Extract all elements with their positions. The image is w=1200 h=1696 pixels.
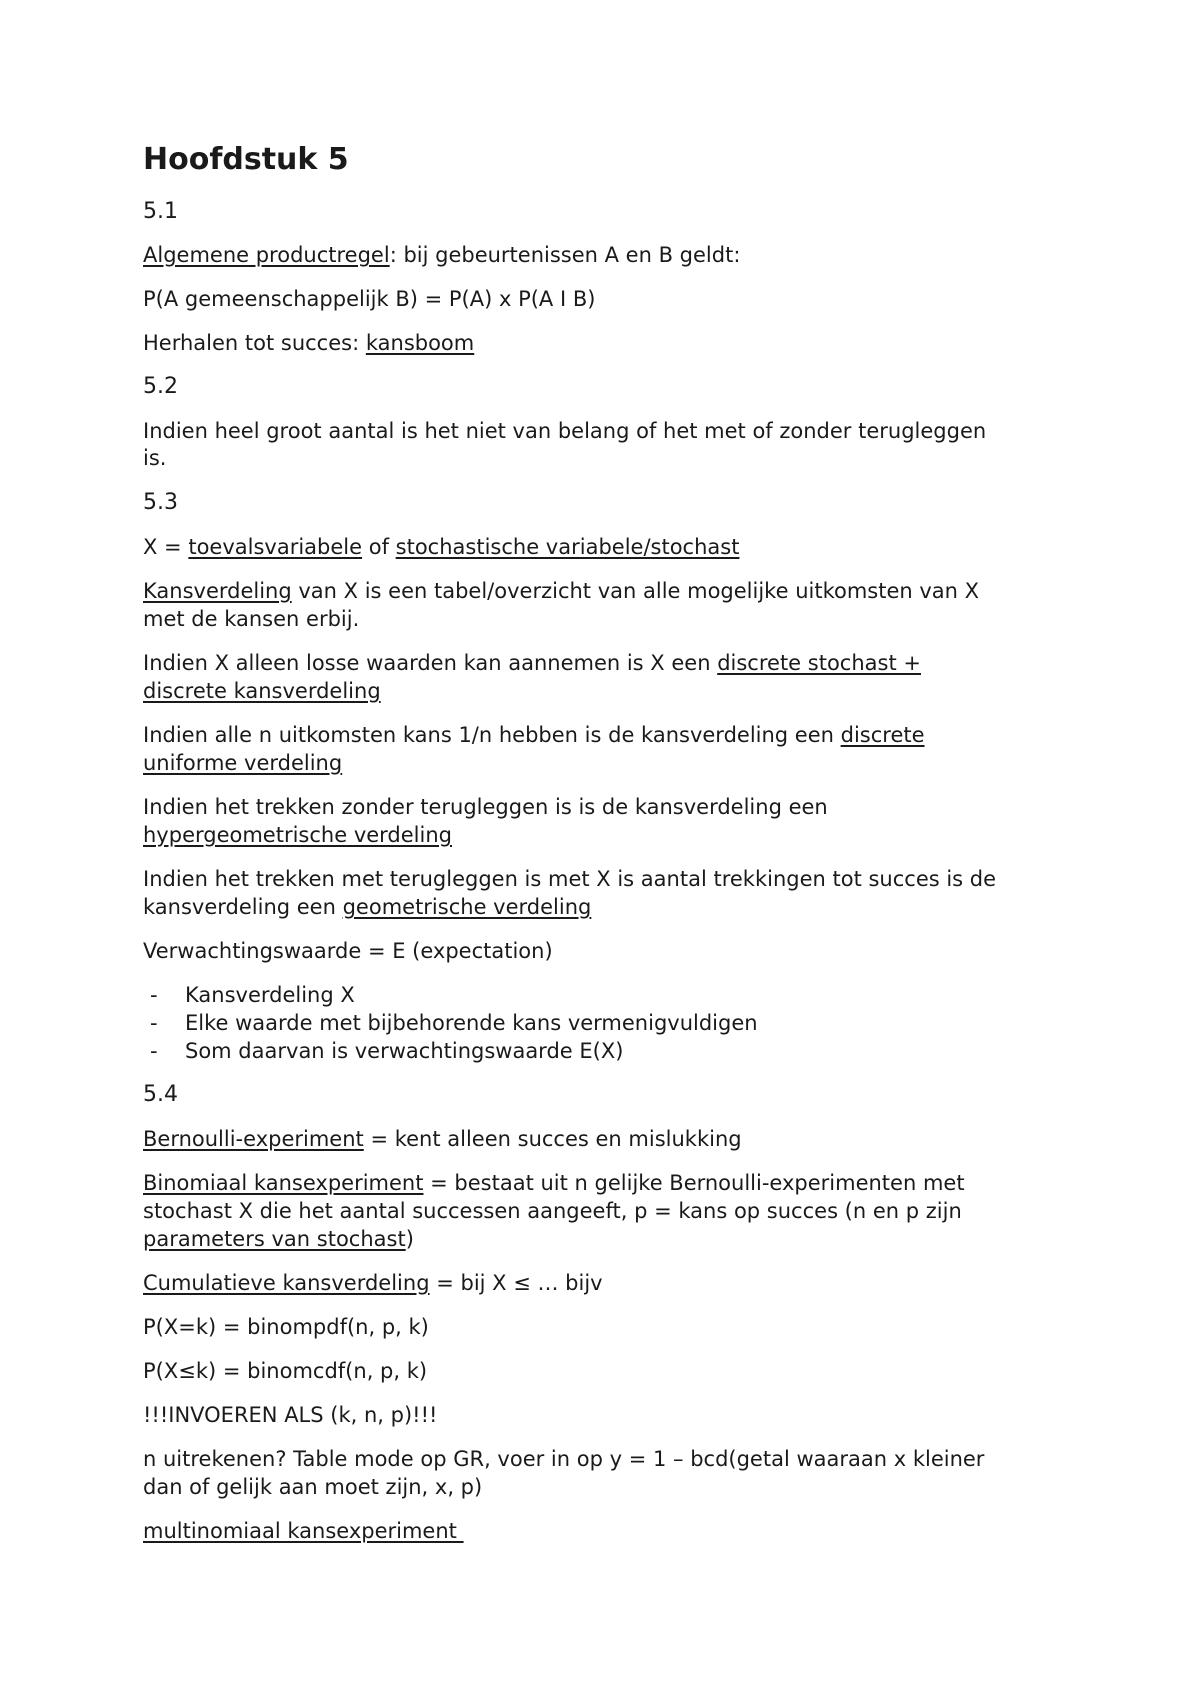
binomcdf-formula: P(X≤k) = binomcdf(n, p, k) <box>143 1359 428 1383</box>
calculate-n-line-2: dan of gelijk aan moet zijn, x, p) <box>143 1475 483 1499</box>
kansverdeling-line-2: met de kansen erbij. <box>143 607 360 631</box>
x-equals-text: X = <box>143 535 189 559</box>
section-heading-5-3: 5.3 <box>143 490 178 515</box>
or-text: of <box>362 535 396 559</box>
geometric-text: kansverdeling een <box>143 895 343 919</box>
kansverdeling-text: van X is een tabel/overzicht van alle mogelijke uitkomsten van X <box>291 579 980 603</box>
binomial-line-1 <box>143 1169 965 1197</box>
expectation-line: Verwachtingswaarde = E (expectation) <box>143 939 553 963</box>
bullet-dash: - <box>150 1011 158 1035</box>
input-order-note: !!!INVOEREN ALS (k, n, p)!!! <box>143 1403 438 1427</box>
term-kansboom: kansboom <box>365 331 475 355</box>
bullet-item: Kansverdeling X <box>185 983 355 1007</box>
page-title: Hoofdstuk 5 <box>143 142 349 177</box>
repeat-text: Herhalen tot succes: <box>143 331 366 355</box>
product-rule-line <box>143 241 740 269</box>
term-uniforme-verdeling: uniforme verdeling <box>143 751 343 775</box>
term-parameters-van-stochast: parameters van stochast <box>143 1227 406 1251</box>
section-heading-5-4: 5.4 <box>143 1082 178 1107</box>
term-hypergeometrische-verdeling: hypergeometrische verdeling <box>143 823 452 847</box>
repeat-until-success-line <box>143 329 474 357</box>
term-kansverdeling: Kansverdeling <box>143 579 292 603</box>
section-heading-5-1: 5.1 <box>143 199 178 224</box>
binomial-line-3 <box>143 1225 414 1253</box>
discrete-stochast-text: Indien X alleen losse waarden kan aannemen is X een <box>143 651 718 675</box>
binomial-text: = bestaat uit n gelijke Bernoulli-experimenten met <box>423 1171 965 1195</box>
geometric-line-1: Indien het trekken met terugleggen is met X is aantal trekkingen tot succes is de <box>143 867 997 891</box>
hypergeometric-line-2 <box>143 821 452 849</box>
term-bernoulli-experiment: Bernoulli-experiment <box>143 1127 364 1151</box>
product-rule-formula: P(A gemeenschappelijk B) = P(A) x P(A I B) <box>143 287 596 311</box>
cumulative-line <box>143 1269 603 1297</box>
term-algemene-productregel: Algemene productregel <box>143 243 390 267</box>
cumulative-text: = bij X ≤ … bijv <box>429 1271 603 1295</box>
bernoulli-line <box>143 1125 742 1153</box>
term-toevalsvariabele: toevalsvariabele <box>188 535 363 559</box>
discrete-stochast-line-1 <box>143 649 921 677</box>
term-geometrische-verdeling: geometrische verdeling <box>342 895 592 919</box>
binompdf-formula: P(X=k) = binompdf(n, p, k) <box>143 1315 429 1339</box>
product-rule-text: : bij gebeurtenissen A en B geldt: <box>389 243 741 267</box>
uniform-line-2 <box>143 749 342 777</box>
hypergeometric-line-1: Indien het trekken zonder terugleggen is is de kansverdeling een <box>143 795 828 819</box>
term-discrete-kansverdeling: discrete kansverdeling <box>143 679 381 703</box>
large-count-line-1: Indien heel groot aantal is het niet van belang of het met of zonder terugleggen <box>143 419 987 443</box>
closing-paren: ) <box>405 1227 414 1251</box>
term-discrete-stochast: discrete stochast + <box>717 651 921 675</box>
term-stochastische-variabele: stochastische variabele/stochast <box>395 535 740 559</box>
uniform-text: Indien alle n uitkomsten kans 1/n hebben is de kansverdeling een <box>143 723 841 747</box>
section-heading-5-2: 5.2 <box>143 374 178 399</box>
discrete-stochast-line-2 <box>143 677 381 705</box>
geometric-line-2 <box>143 893 591 921</box>
large-count-line-2: is. <box>143 446 167 470</box>
bullet-dash: - <box>150 983 158 1007</box>
term-cumulatieve-kansverdeling: Cumulatieve kansverdeling <box>143 1271 430 1295</box>
bullet-item: Som daarvan is verwachtingswaarde E(X) <box>185 1039 624 1063</box>
calculate-n-line-1: n uitrekenen? Table mode op GR, voer in op y = 1 – bcd(getal waaraan x kleiner <box>143 1447 985 1471</box>
kansverdeling-line-1 <box>143 577 979 605</box>
term-multinomiaal-kansexperiment: multinomiaal kansexperiment <box>143 1519 464 1543</box>
bernoulli-text: = kent alleen succes en mislukking <box>363 1127 742 1151</box>
bullet-dash: - <box>150 1039 158 1063</box>
multinomial-line <box>143 1517 464 1545</box>
bullet-item: Elke waarde met bijbehorende kans vermenigvuldigen <box>185 1011 758 1035</box>
uniform-line-1 <box>143 721 925 749</box>
term-binomiaal-kansexperiment: Binomiaal kansexperiment <box>143 1171 424 1195</box>
term-discrete: discrete <box>840 723 925 747</box>
binomial-line-2: stochast X die het aantal successen aangeeft, p = kans op succes (n en p zijn <box>143 1199 962 1223</box>
random-variable-line <box>143 533 739 561</box>
